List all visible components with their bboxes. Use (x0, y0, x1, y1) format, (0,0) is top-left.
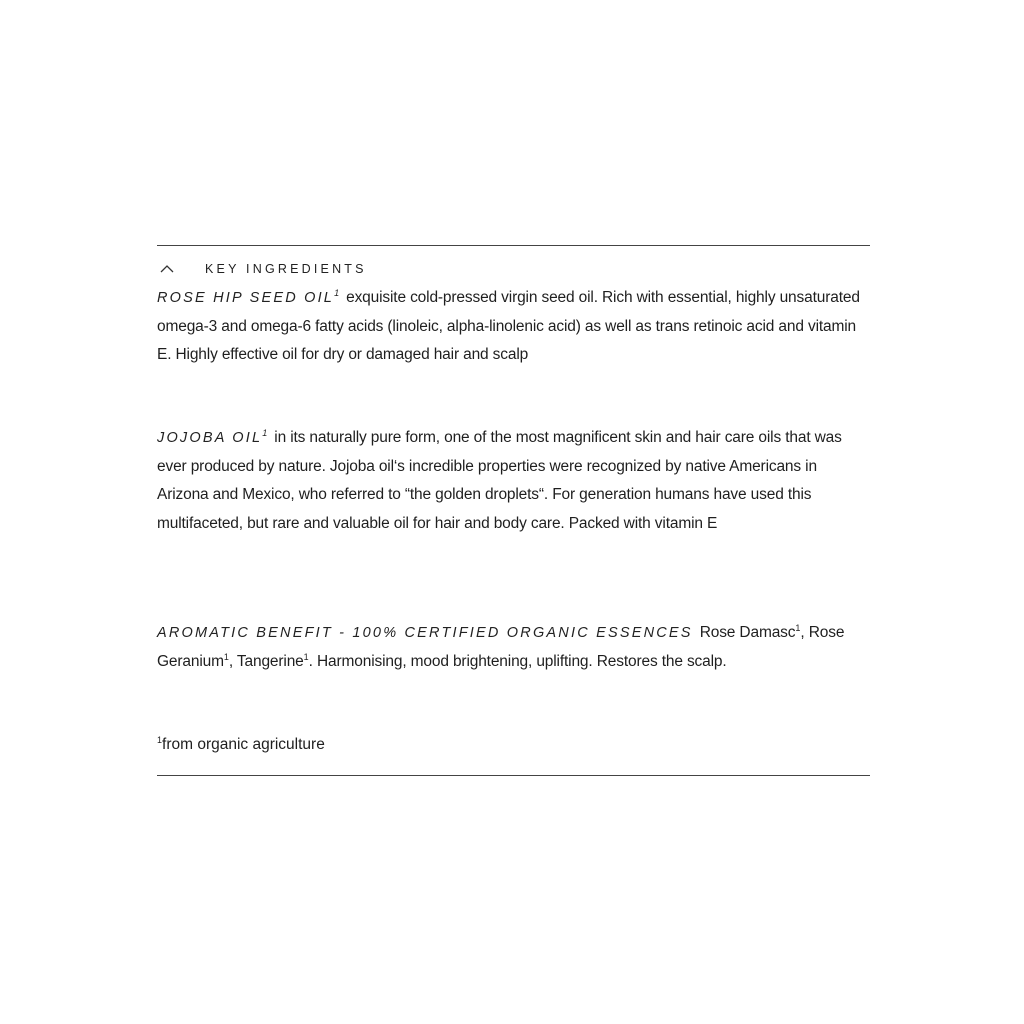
key-ingredients-toggle[interactable] (157, 258, 870, 280)
ingredient-rose-hip-seed-oil (157, 284, 870, 370)
key-ingredients-panel (157, 245, 870, 753)
ingredient-title: ROSE HIP SEED OIL$^1$ (157, 288, 340, 306)
ingredient-description: exquisite cold-pressed virgin seed oil. Rich with essential, highly unsaturated omega-3 and omega-6 fatty acids (linoleic, alpha-linolenic acid) as well as trans retinoic acid and vitamin E. Highly effective oil for dry or damaged hair and scalp (157, 289, 860, 363)
footnote (157, 735, 325, 755)
footnote-marker: 1 (157, 734, 163, 745)
ingredient-jojoba-oil (157, 424, 870, 538)
top-divider (157, 245, 870, 246)
ingredient-title: AROMATIC BENEFIT - 100% CERTIFIED ORGANIC ESSENCES (157, 625, 693, 641)
ingredient-title: JOJOBA OIL$^1$ (157, 428, 268, 446)
bottom-divider (157, 775, 870, 776)
ingredient-description: Rose Damasc$^1$, Rose Geranium$^1$, Tangerine$^1$. Harmonising, mood brightening, uplifting. Restores the scalp. (157, 622, 845, 670)
section-header-label: KEY INGREDIENTS (205, 262, 367, 276)
footnote-text: from organic agriculture (162, 736, 325, 753)
ingredient-aromatic-benefit (157, 619, 870, 676)
ingredient-description: in its naturally pure form, one of the most magnificent skin and hair care oils that was ever produced by nature. Jojoba oil‘s incredible properties were recognized by native Americans in Arizona and Mexico, who referred to “the golden droplets“. For generation humans have used this multifaceted, but rare and valuable oil for hair and body care. Packed with vitamin E (157, 429, 842, 532)
chevron-up-icon (159, 261, 175, 277)
